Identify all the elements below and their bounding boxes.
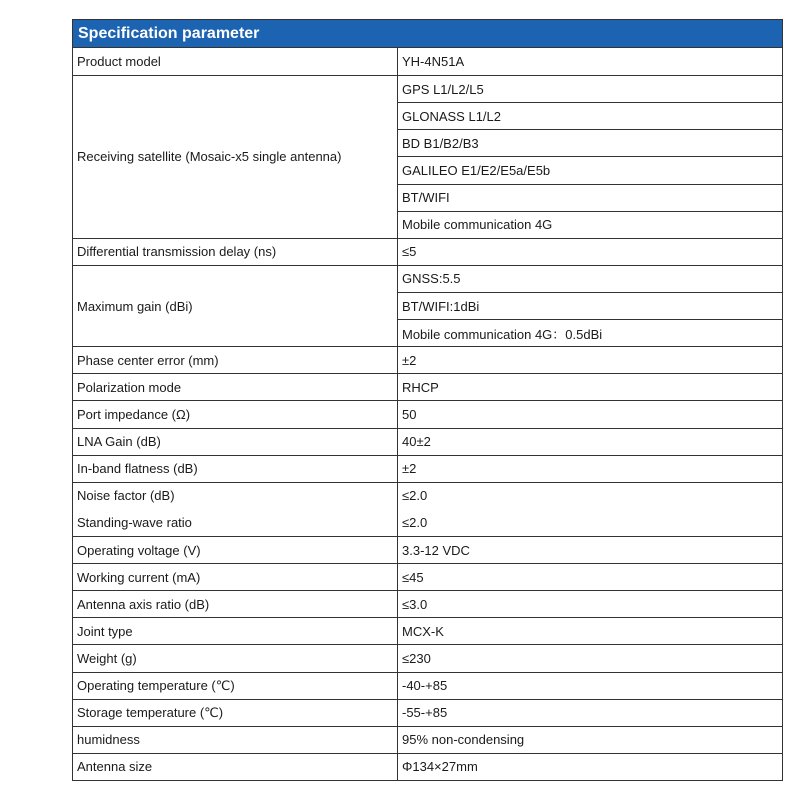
spec-value: Φ134×27mm (398, 753, 782, 780)
spec-value: ±2 (398, 346, 782, 373)
spec-value: GLONASS L1/L2 (398, 102, 782, 129)
spec-label: humidness (73, 726, 398, 753)
spec-label: Antenna axis ratio (dB) (73, 590, 398, 617)
spec-value: -55-+85 (398, 699, 782, 726)
spec-table (72, 19, 783, 781)
spec-value: 40±2 (398, 428, 782, 455)
spec-label: Antenna size (73, 753, 398, 780)
spec-table-title: Specification parameter (73, 20, 782, 48)
spec-value: BT/WIFI (398, 184, 782, 211)
spec-value: ≤45 (398, 563, 782, 590)
spec-value: ≤5 (398, 238, 782, 265)
spec-value: GALILEO E1/E2/E5a/E5b (398, 156, 782, 183)
spec-value: ≤2.0 (402, 514, 428, 530)
spec-value: 95% non-condensing (398, 726, 782, 753)
spec-label: Differential transmission delay (ns) (73, 238, 398, 265)
spec-value: 50 (398, 400, 782, 427)
spec-value: 3.3-12 VDC (398, 536, 782, 563)
spec-value: ≤3.0 (398, 590, 782, 617)
spec-label: Phase center error (mm) (73, 346, 398, 373)
spec-value: GNSS:5.5 (398, 265, 782, 292)
spec-value: YH-4N51A (402, 54, 465, 70)
spec-value: ±2 (398, 455, 782, 482)
spec-value: BT/WIFI:1dBi (398, 292, 782, 319)
spec-label: Weight (g) (73, 644, 398, 671)
spec-label: Joint type (73, 617, 398, 644)
spec-value: RHCP (398, 373, 782, 400)
spec-label: Operating voltage (V) (73, 536, 398, 563)
spec-value: MCX-K (398, 617, 782, 644)
spec-label: In-band flatness (dB) (73, 455, 398, 482)
spec-label: Port impedance (Ω) (73, 400, 398, 427)
spec-label: Receiving satellite (Mosaic-x5 single antenna) (73, 75, 398, 238)
spec-value: BD B1/B2/B3 (398, 129, 782, 156)
spec-value: Mobile communication 4G：0.5dBi (398, 319, 782, 346)
spec-label: Polarization mode (73, 373, 398, 400)
spec-value: Mobile communication 4G (398, 211, 782, 238)
spec-table-body (73, 48, 782, 780)
spec-value: -40-+85 (398, 672, 782, 699)
spec-label: Storage temperature (℃) (73, 699, 398, 726)
spec-label: LNA Gain (dB) (73, 428, 398, 455)
spec-value: ≤230 (398, 644, 782, 671)
spec-label: Standing-wave ratio (73, 509, 398, 536)
spec-label: Maximum gain (dBi) (73, 265, 398, 346)
spec-value: GPS L1/L2/L5 (398, 75, 782, 102)
spec-label: Product model (73, 48, 398, 75)
spec-label: Working current (mA) (73, 563, 398, 590)
spec-value: ≤2.0 (398, 482, 782, 509)
spec-label: Noise factor (dB) (73, 482, 398, 509)
spec-label: Operating temperature (℃) (73, 672, 398, 699)
